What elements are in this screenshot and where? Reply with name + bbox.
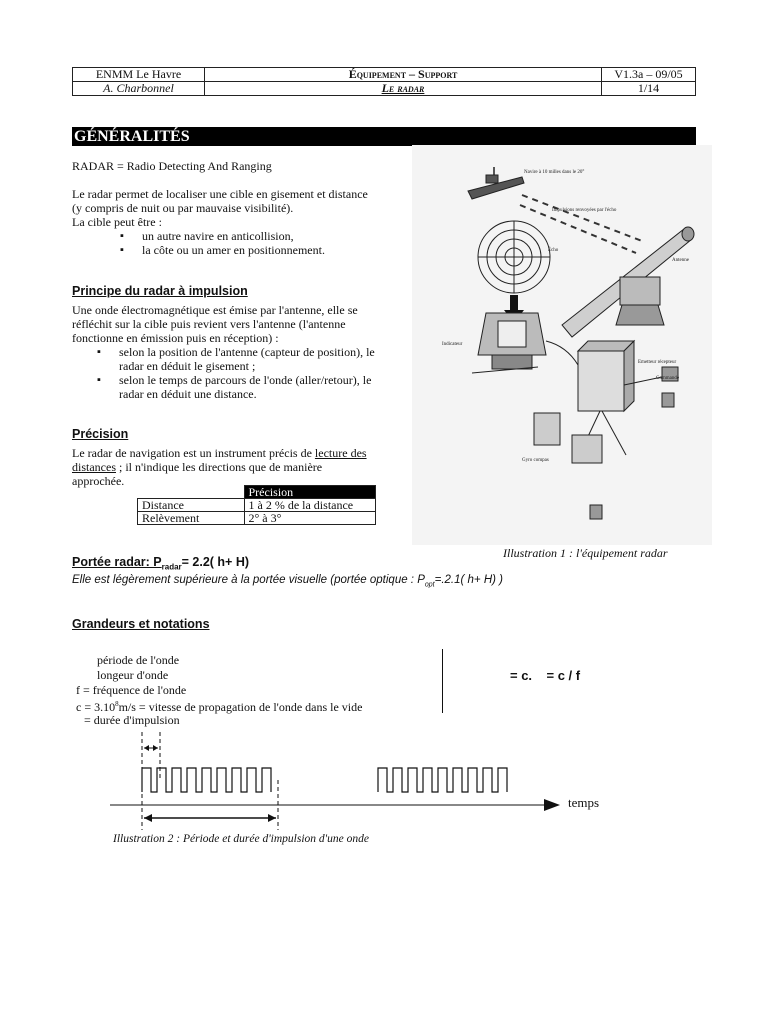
transceiver-icon [578, 341, 634, 411]
intro-bullet-2: ▪ la côte ou un amer en positionnement. [142, 243, 325, 257]
power-icon [590, 505, 602, 519]
notation-speed: $c = 3.10^8m/s$ = vitesse de propagation de l'onde dans le vide [76, 700, 363, 714]
principle-heading: Principe du radar à impulsion [72, 284, 248, 298]
precision-line-1: Le radar de navigation est un instrument précis de lecture des [72, 446, 367, 460]
pulse-train-1 [142, 768, 271, 792]
notation-pulse-duration: = durée d'impulsion [84, 713, 180, 727]
precision-heading: Précision [72, 427, 129, 441]
label-echo: Écho [548, 248, 559, 253]
notation-wavelength: longeur d'onde [97, 668, 169, 682]
precision-line-2: distances ; il n'indique les directions que de manière [72, 460, 323, 474]
label-antenna: Antenne [672, 258, 689, 263]
pulse-waveform-diagram [100, 730, 620, 840]
table-cell-value: 2° à 3° [244, 512, 375, 525]
principle-bullet-1b: radar en déduit le gisement ; [119, 359, 256, 373]
header-org: ENMM Le Havre [73, 68, 205, 82]
table-cell-label: Relèvement [138, 512, 245, 525]
precision-table [137, 485, 376, 525]
panel-unit-icon [572, 435, 602, 463]
precision-line-3: approchée. [72, 474, 125, 488]
label-display: Indicateur [442, 342, 463, 347]
notation-divider [442, 649, 443, 713]
notation-frequency: f = fréquence de l'onde [76, 683, 187, 697]
intro-line-3: La cible peut être : [72, 215, 162, 229]
principle-line-1: Une onde électromagnétique est émise par l'antenne, elle se [72, 303, 358, 317]
intro-bullet-1: ▪ un autre navire en anticollision, [142, 229, 294, 243]
notation-heading: Grandeurs et notations [72, 617, 210, 631]
principle-bullet-2b: radar en déduit une distance. [119, 387, 257, 401]
range-note: Elle est légèrement supérieure à la portée visuelle (portée optique : $P_{opt}=.2.1$( h+ H) ) [72, 574, 503, 589]
header-table [72, 67, 696, 96]
remote-icon [662, 393, 674, 407]
header-doc-title: Équipement – Support [205, 68, 602, 82]
label-gyro: Gyro compas [522, 458, 549, 463]
principle-bullet-1a: ▪ selon la position de l'antenne (capteur de position), le [119, 345, 375, 359]
principle-line-3: fonctionne en émission puis en réception) : [72, 331, 279, 345]
intro-line-1: Le radar permet de localiser une cible en gisement et distance [72, 187, 368, 201]
label-transceiver: Emetteur récepteur [638, 360, 677, 365]
section-title-bar: GÉNÉRALITÉS [72, 127, 696, 146]
radar-equipment-drawing [412, 145, 712, 545]
time-axis-label: temps [568, 795, 600, 810]
acronym-line: RADAR = Radio Detecting And Ranging [72, 159, 272, 173]
table-row [138, 512, 376, 525]
control-unit-icon [534, 413, 560, 445]
table-cell-label: Distance [138, 499, 245, 512]
label-target: Navire à 10 milles dans le 20° [524, 170, 585, 175]
table-cell-value: 1 à 2 % de la distance [244, 499, 375, 512]
label-pulses: Impulsions renvoyées par l'écho [552, 208, 617, 213]
header-version: V1.3a – 09/05 [602, 68, 696, 82]
precision-table-header: Précision [244, 486, 375, 499]
label-command: Commande [656, 376, 680, 381]
time-axis-arrow [544, 799, 560, 811]
notation-formula: = c. = c / f [510, 668, 581, 683]
range-heading: Portée radar: $P_{radar}= 2.2$( h+ H) [72, 555, 250, 572]
header-author: A. Charbonnel [73, 82, 205, 96]
principle-bullet-2a: ▪ selon le temps de parcours de l'onde (aller/retour), le [119, 373, 371, 387]
header-doc-subtitle: Le radar [205, 82, 602, 96]
intro-line-2: (y compris de nuit ou par mauvaise visibilité). [72, 201, 294, 215]
radar-equipment-illustration [412, 145, 712, 545]
pulse-train-2 [378, 768, 507, 792]
figure1-caption: Illustration 1 : l'équipement radar [503, 546, 668, 560]
figure2-caption: Illustration 2 : Période et durée d'impulsion d'une onde [113, 833, 369, 845]
notation-period: période de l'onde [97, 653, 180, 667]
principle-line-2: réfléchit sur la cible puis revient vers l'antenne (l'antenne [72, 317, 346, 331]
header-page: 1/14 [602, 82, 696, 96]
table-row [138, 499, 376, 512]
ppi-scope-icon [478, 221, 550, 293]
